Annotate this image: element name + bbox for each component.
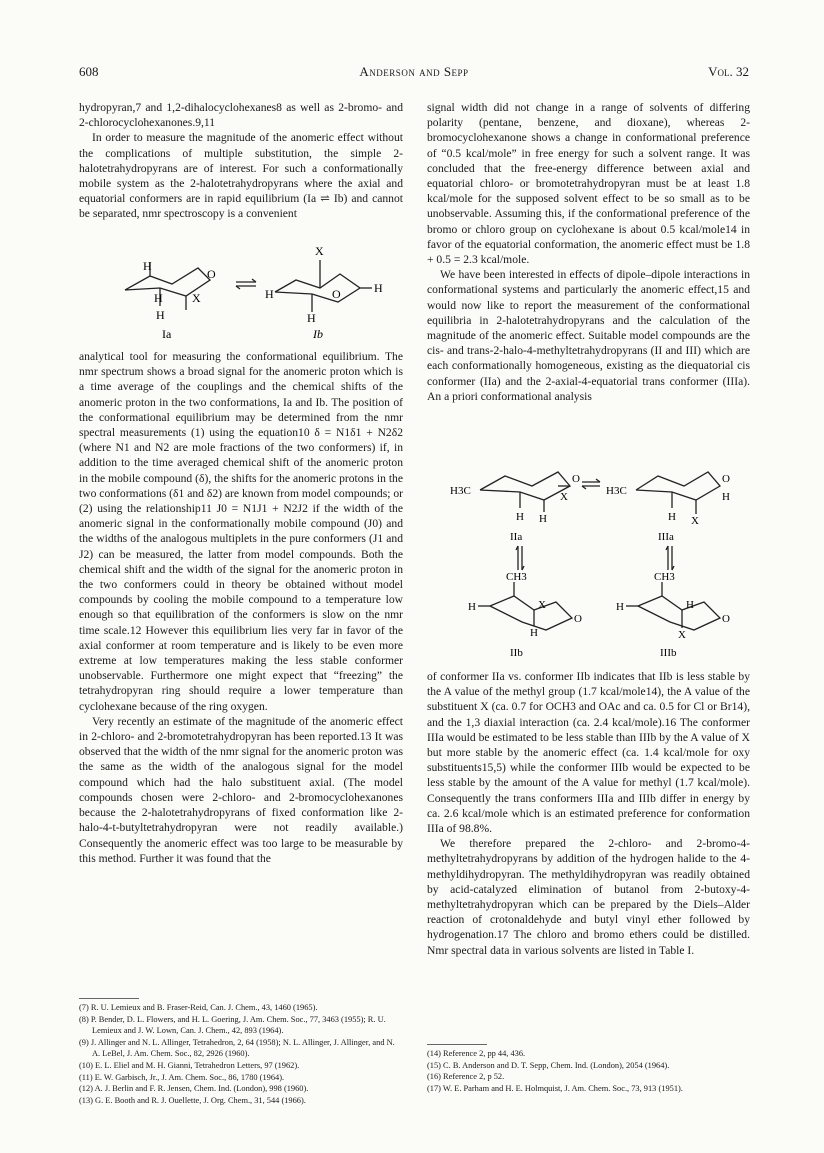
atom-h: H	[516, 511, 524, 523]
right-column-top	[427, 100, 750, 404]
atom-x: X	[678, 629, 686, 641]
footnote: (13) G. E. Booth and R. J. Ouellette, J. Org. Chem., 31, 544 (1966).	[79, 1095, 306, 1105]
footnote: (10) E. L. Eliel and M. H. Gianni, Tetrahedron Letters, 97 (1962).	[79, 1060, 300, 1070]
atom-h: H	[265, 287, 274, 301]
paragraph: In order to measure the magnitude of the anomeric effect without the complications of multiple substitution, the simple 2-halotetrahydropyrans are of interest. For such a conformationally mobile system as the 2-halotetrahydropyrans where the axial and equatorial conformers are in rapid equilibrium (Ia ⇌ Ib) and cannot be separated, nmr spectroscopy is a convenient	[79, 131, 403, 221]
figure-conformers-II-III	[450, 460, 740, 660]
atom-h: H	[468, 601, 476, 613]
left-column-main	[79, 349, 403, 866]
footnote: (12) A. J. Berlin and F. R. Jensen, Chem. Ind. (London), 998 (1960).	[79, 1084, 309, 1094]
footnotes-left	[79, 1002, 403, 1106]
atom-x: X	[560, 491, 568, 503]
atom-x: X	[192, 291, 201, 305]
compound-label-IIIa: IIIa	[658, 531, 674, 543]
compound-label-IIIb: IIIb	[660, 647, 677, 659]
compound-label-IIb: IIb	[510, 647, 523, 659]
atom-h: H	[686, 599, 694, 611]
footnote: (14) Reference 2, pp 44, 436.	[427, 1049, 526, 1058]
volume-label: Vol. 32	[708, 64, 749, 79]
paragraph: signal width did not change in a range of solvents of differing polarity (pentane, benzene, and dioxane), whereas 2-bromocyclohexanone shows a change in conformational preference of “0.5 kcal/mole” in free energy for such a solvent range. It was concluded that the free-energy difference between axial and equatorial chloro- or bromotetrahydropyran must be at least 1.8 kcal/mole for the supposed solvent effect to be so small as to be unobservable. Assuming this, if the conformational preference of the bromo or chloro group on cyclohexane is about 0.5 kcal/mole14 in favor of the equatorial conformation, the anomeric effect must be 1.8 + 0.5 = 2.3 kcal/mole.	[427, 101, 750, 267]
atom-o: O	[207, 267, 216, 281]
atom-o: O	[572, 473, 580, 485]
atom-h: H	[307, 311, 316, 325]
footnote: (15) C. B. Anderson and D. T. Sepp, Chem. Ind. (London), 2054 (1964).	[427, 1060, 670, 1070]
footnote: (17) W. E. Parham and H. E. Holmquist, J. Am. Chem. Soc., 73, 913 (1951).	[427, 1083, 683, 1093]
atom-x: X	[538, 599, 546, 611]
atom-h: H	[374, 281, 383, 295]
atom-h: H	[143, 259, 152, 273]
atom-h: H	[616, 601, 624, 613]
atom-h: H	[722, 491, 730, 503]
footnotes-right	[427, 1048, 750, 1094]
atom-o: O	[722, 473, 730, 485]
footnote: (11) E. W. Garbisch, Jr., J. Am. Chem. Soc., 86, 1780 (1964).	[79, 1072, 285, 1082]
figure-conformers-Ia-Ib	[110, 240, 390, 340]
footnote-rule	[427, 1044, 487, 1045]
paragraph: hydropyran,7 and 1,2-dihalocyclohexanes8 as well as 2-bromo- and 2-chlorocyclohexanones.9,11	[79, 101, 403, 130]
footnote-rule	[79, 998, 139, 999]
compound-label-Ib: Ib	[313, 327, 323, 340]
left-column-top	[79, 100, 403, 222]
page-number: 608	[79, 64, 99, 79]
paragraph: of conformer IIa vs. conformer IIb indicates that IIb is less stable by the A value of the methyl group (1.7 kcal/mole14), the A value of the substituent X (ca. 0.7 for OCH3 and OAc and ca. 0.5 for Cl or Br14), and the 1,3 diaxial interaction (ca. 2.4 kcal/mole).16 The conformer IIIa would be estimated to be less stable than IIIb by the A value of X but more stable by the anomeric effect (ca. 1.4 kcal/mole for oxy substituents15,5) while the conformer IIIb would be expected to be less stable by the amount of the A value for methyl (1.7 kcal/mole). Consequently the trans conformers IIIa and IIIb differ in energy by ca. 2.6 kcal/mole which is an estimated preference for conformation IIIa of 98.8%.	[427, 670, 750, 836]
compound-label-IIa: IIa	[510, 531, 523, 543]
atom-h: H	[539, 513, 547, 525]
atom-h: H	[668, 511, 676, 523]
atom-o: O	[574, 613, 582, 625]
paragraph: Very recently an estimate of the magnitude of the anomeric effect in 2-chloro- and 2-bromotetrahydropyran has been reported.13 It was observed that the width of the nmr signal for the anomeric proton was the same as the width of the analogous signal for the model compound which had the halo substituent axial. (The model compounds chosen were 2-chloro- and 2-bromocyclohexanones because the 2-halotetrahydropyrans of fixed conformation like 2-halo-4-t-butyltetrahydropyran were not readily available.) Consequently the anomeric effect was too large to be measurable by this method. Further it was found that the	[79, 714, 403, 865]
atom-x: X	[691, 515, 699, 527]
page-header	[79, 64, 749, 84]
footnote: (8) P. Bender, D. L. Flowers, and H. L. Goering, J. Am. Chem. Soc., 77, 3463 (1955); R. U. Lemieux and J. W. Lown, Can. J. Chem., 42, 893 (1964).	[79, 1014, 386, 1036]
methyl-label: CH3	[506, 571, 527, 583]
atom-h: H	[154, 291, 163, 305]
right-column-main	[427, 669, 750, 958]
atom-h: H	[530, 627, 538, 639]
atom-x: X	[315, 244, 324, 258]
atom-o: O	[722, 613, 730, 625]
atom-h: H	[156, 308, 165, 322]
footnote: (9) J. Allinger and N. L. Allinger, Tetrahedron, 2, 64 (1958); N. L. Allinger, J. Allinger, and N. A. LeBel, J. Am. Chem. Soc., 82, 2926 (1960).	[79, 1037, 395, 1059]
footnote: (16) Reference 2, p 52.	[427, 1072, 505, 1082]
running-title: Anderson and Sepp	[359, 64, 469, 79]
atom-o: O	[332, 287, 341, 301]
methyl-label: CH3	[654, 571, 675, 583]
compound-label-Ia: Ia	[162, 327, 172, 340]
paragraph: We have been interested in effects of dipole–dipole interactions in conformational systems and particularly the anomeric effect,15 and would now like to report the measurement of the conformational equilibria in 2-halotetrahydropyrans and the calculation of the magnitude of the anomeric effect. Suitable model compounds are the cis- and trans-2-halo-4-methyltetrahydropyrans (II and III) which are each conformationally homogeneous, existing as the diequatorial cis conformer (IIa) and the 2-axial-4-equatorial trans conformer (IIIa). An a priori conformational analysis	[427, 268, 750, 403]
paragraph: analytical tool for measuring the conformational equilibrium. The nmr spectrum shows a broad signal for the anomeric proton which is a time average of the couplings and the chemical shifts of the anomeric proton in the two conformations, Ia and Ib. The position of the conformational equilibrium may be determined from the nmr spectral measurements (1) using the equation10 δ = N1δ1 + N2δ2 (where N1 and N2 are mole fractions of the two conformers) if, in addition to the time averaged chemical shift of the anomeric proton in the mobile compound (δ), the shifts for the anomeric protons in the two conformations (δ1 and δ2) are known from model compounds; or (2) using the relationship11 J0 = N1J1 + N2J2 if the width of the anomeric signal in the conformationally mobile compound (J0) and the widths of the analogous multiplets in the pure conformers (J1 and J2) can be measured, the latter from model compounds. Both the chemical shift and the width of the signal for the anomeric proton in the two conformers could in theory be obtained without model compounds by cooling the mobile compound to a temperature low enough so that equilibration of the conformers is slow on the nmr time scale.12 However this equilibrium lies very far in favor of the axial conformer at room temperature and is likely to be even more extreme at low temperatures making the less stable conformer unobservable. Furthermore one might expect that “freezing” the tetrahydropyran ring should require a lower temperature than cyclohexane because of the ring oxygen.	[79, 350, 403, 713]
paragraph: We therefore prepared the 2-chloro- and 2-bromo-4-methyltetrahydropyrans by addition of the hydrogen halide to the 4-methyldihydropyran. The methyldihydropyran was readily obtained by acid-catalyzed elimination of butanol from 2-butoxy-4-methyltetrahydropyran which can be prepared by the Diels–Alder reaction of crotonaldehyde and butyl vinyl ether followed by hydrogenation.17 The chloro and bromo ethers could be distilled. Nmr spectral data in various solvents are listed in Table I.	[427, 837, 750, 957]
footnote: (7) R. U. Lemieux and B. Fraser-Reid, Can. J. Chem., 43, 1460 (1965).	[79, 1003, 318, 1012]
methyl-label: H3C	[606, 485, 627, 497]
methyl-label: H3C	[450, 485, 471, 497]
